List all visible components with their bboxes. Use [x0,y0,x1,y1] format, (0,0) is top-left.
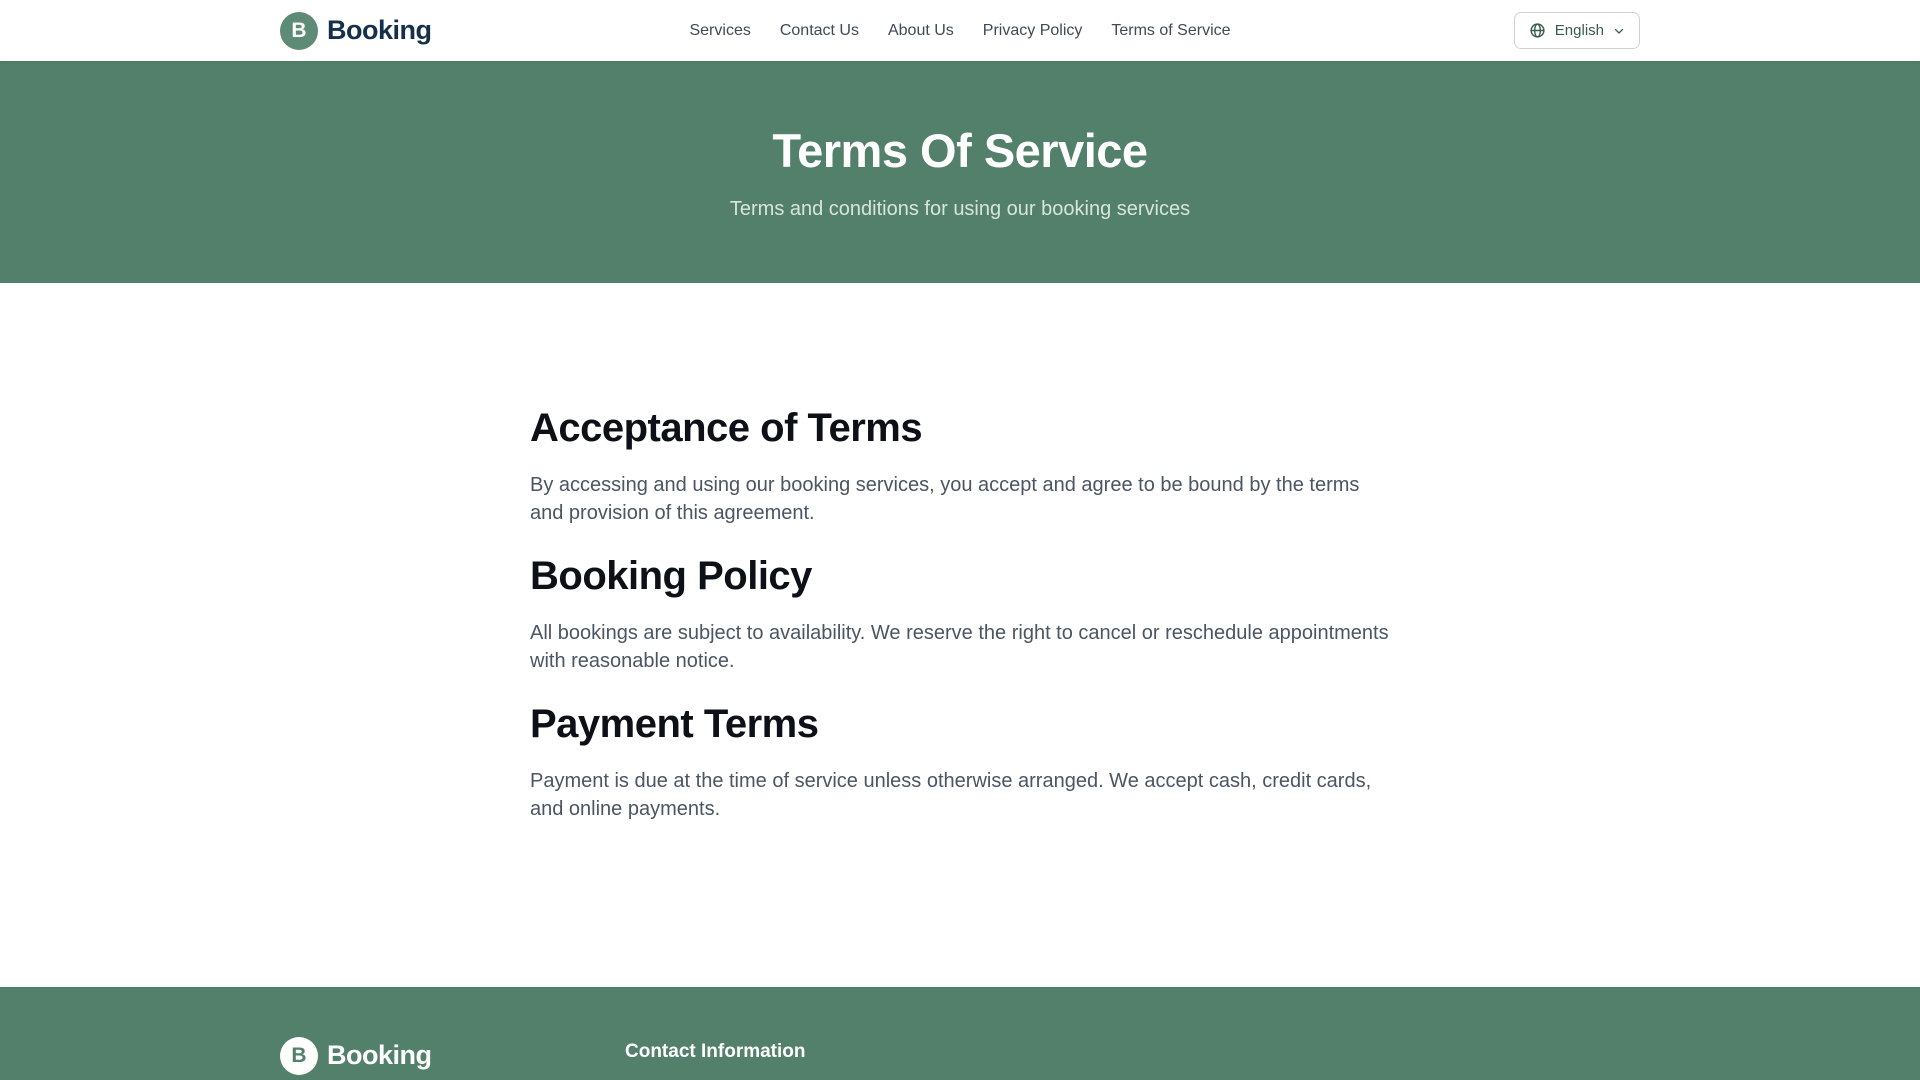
page-subtitle: Terms and conditions for using our booking services [729,198,1191,220]
section-body: All bookings are subject to availability. We reserve the right to cancel or reschedule appointments with reasonable notice. [530,622,1389,672]
page-title: Terms Of Service [772,124,1148,177]
nav-item-about-us[interactable]: About Us [887,21,954,39]
hero-banner [0,61,1920,283]
section-body: By accessing and using our booking services, you accept and agree to be bound by the terms and provision of this agreement. [530,474,1360,524]
globe-icon [1529,22,1546,39]
chevron-down-icon [1613,25,1625,37]
language-selector[interactable] [1514,12,1640,49]
brand-logo[interactable] [280,12,432,50]
footer-column-4 [1315,1037,1640,1075]
section-booking-policy [530,553,1390,675]
nav-item-services[interactable]: Services [689,21,751,39]
footer-column-contact-information [625,1037,950,1075]
main-nav [689,22,1230,40]
nav-item-terms-of-service[interactable]: Terms of Service [1111,21,1231,39]
section-heading: Booking Policy [530,554,812,598]
terms-content [530,283,1390,987]
brand-logo-icon: B [280,12,318,50]
footer-brand-logo-icon: B [280,1037,318,1075]
footer-column-heading: Contact Information [625,1040,806,1062]
footer-brand-logo[interactable] [280,1037,605,1075]
section-body: Payment is due at the time of service unless otherwise arranged. We accept cash, credit cards, and online payments. [530,770,1372,820]
section-heading: Acceptance of Terms [530,406,923,450]
section-heading: Payment Terms [530,702,819,746]
section-payment-terms [530,701,1390,823]
nav-item-privacy-policy[interactable]: Privacy Policy [982,21,1083,39]
language-selector-label: English [1554,22,1604,39]
section-acceptance-of-terms [530,405,1390,527]
page-footer [0,987,1920,1080]
top-navigation-bar [0,0,1920,61]
nav-item-contact-us[interactable]: Contact Us [779,21,859,39]
brand-name: Booking [327,15,432,45]
footer-column-3 [970,1037,1295,1075]
footer-brand-name: Booking [327,1040,432,1070]
